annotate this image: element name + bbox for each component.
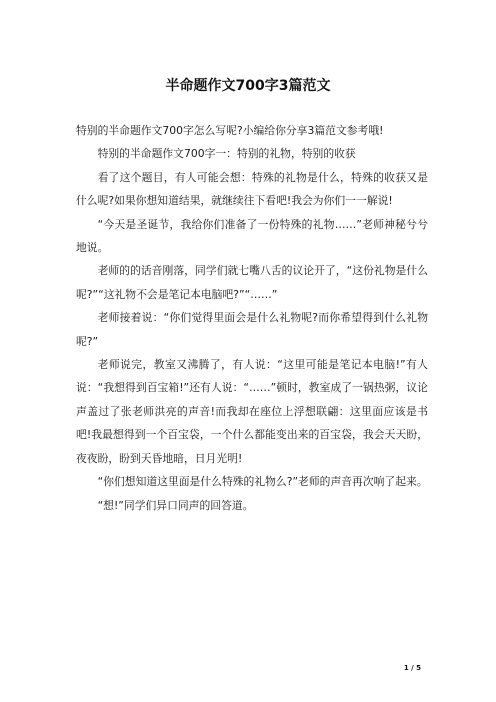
body-paragraph: 看了这个题目，有人可能会想：特殊的礼物是什么，特殊的收获又是什么呢?如果你想知道结果，就继续往下看吧!我会为你们一一解说! (76, 170, 428, 208)
section-heading: 特别的半命题作文700字一：特别的礼物，特别的收获 (97, 147, 356, 161)
body-paragraph: “你们想知道这里面是什么特殊的礼物么?”老师的声音再次响了起来。 (97, 475, 428, 489)
intro-paragraph: 特别的半命题作文700字怎么写呢?小编给你分享3篇范文参考哦! (76, 124, 384, 137)
document-body (76, 119, 428, 517)
body-paragraph: “想!”同学们异口同声的回答道。 (97, 498, 254, 512)
page-number: 1 / 5 (403, 664, 421, 672)
body-paragraph: “今天是圣诞节，我给你们准备了一份特殊的礼物……”老师神秘兮兮地说。 (76, 217, 428, 255)
body-paragraph: 老师的的话音刚落，同学们就七嘴八舌的议论开了，“这份礼物是什么呢?”“这礼物不会是笔记本电脑吧?”“……” (76, 264, 428, 301)
body-paragraph: 老师接着说：“你们觉得里面会是什么礼物呢?而你希望得到什么礼物呢?” (76, 311, 428, 348)
body-paragraph: 老师说完，教室又沸腾了，有人说：“这里可能是笔记本电脑!”有人说：“我想得到百宝箱!”还有人说：“……”顿时，教室成了一锅热粥，议论声盖过了张老师洪亮的声音!而我却在座位上浮想联翩：这里面应该是书吧!我最想得到一个百宝袋，一个什么都能变出来的百宝袋，我会天天盼，夜夜盼，盼到天昏地暗，日月光明! (76, 358, 428, 465)
document-title: 半命题作文700字3篇范文 (165, 78, 331, 94)
